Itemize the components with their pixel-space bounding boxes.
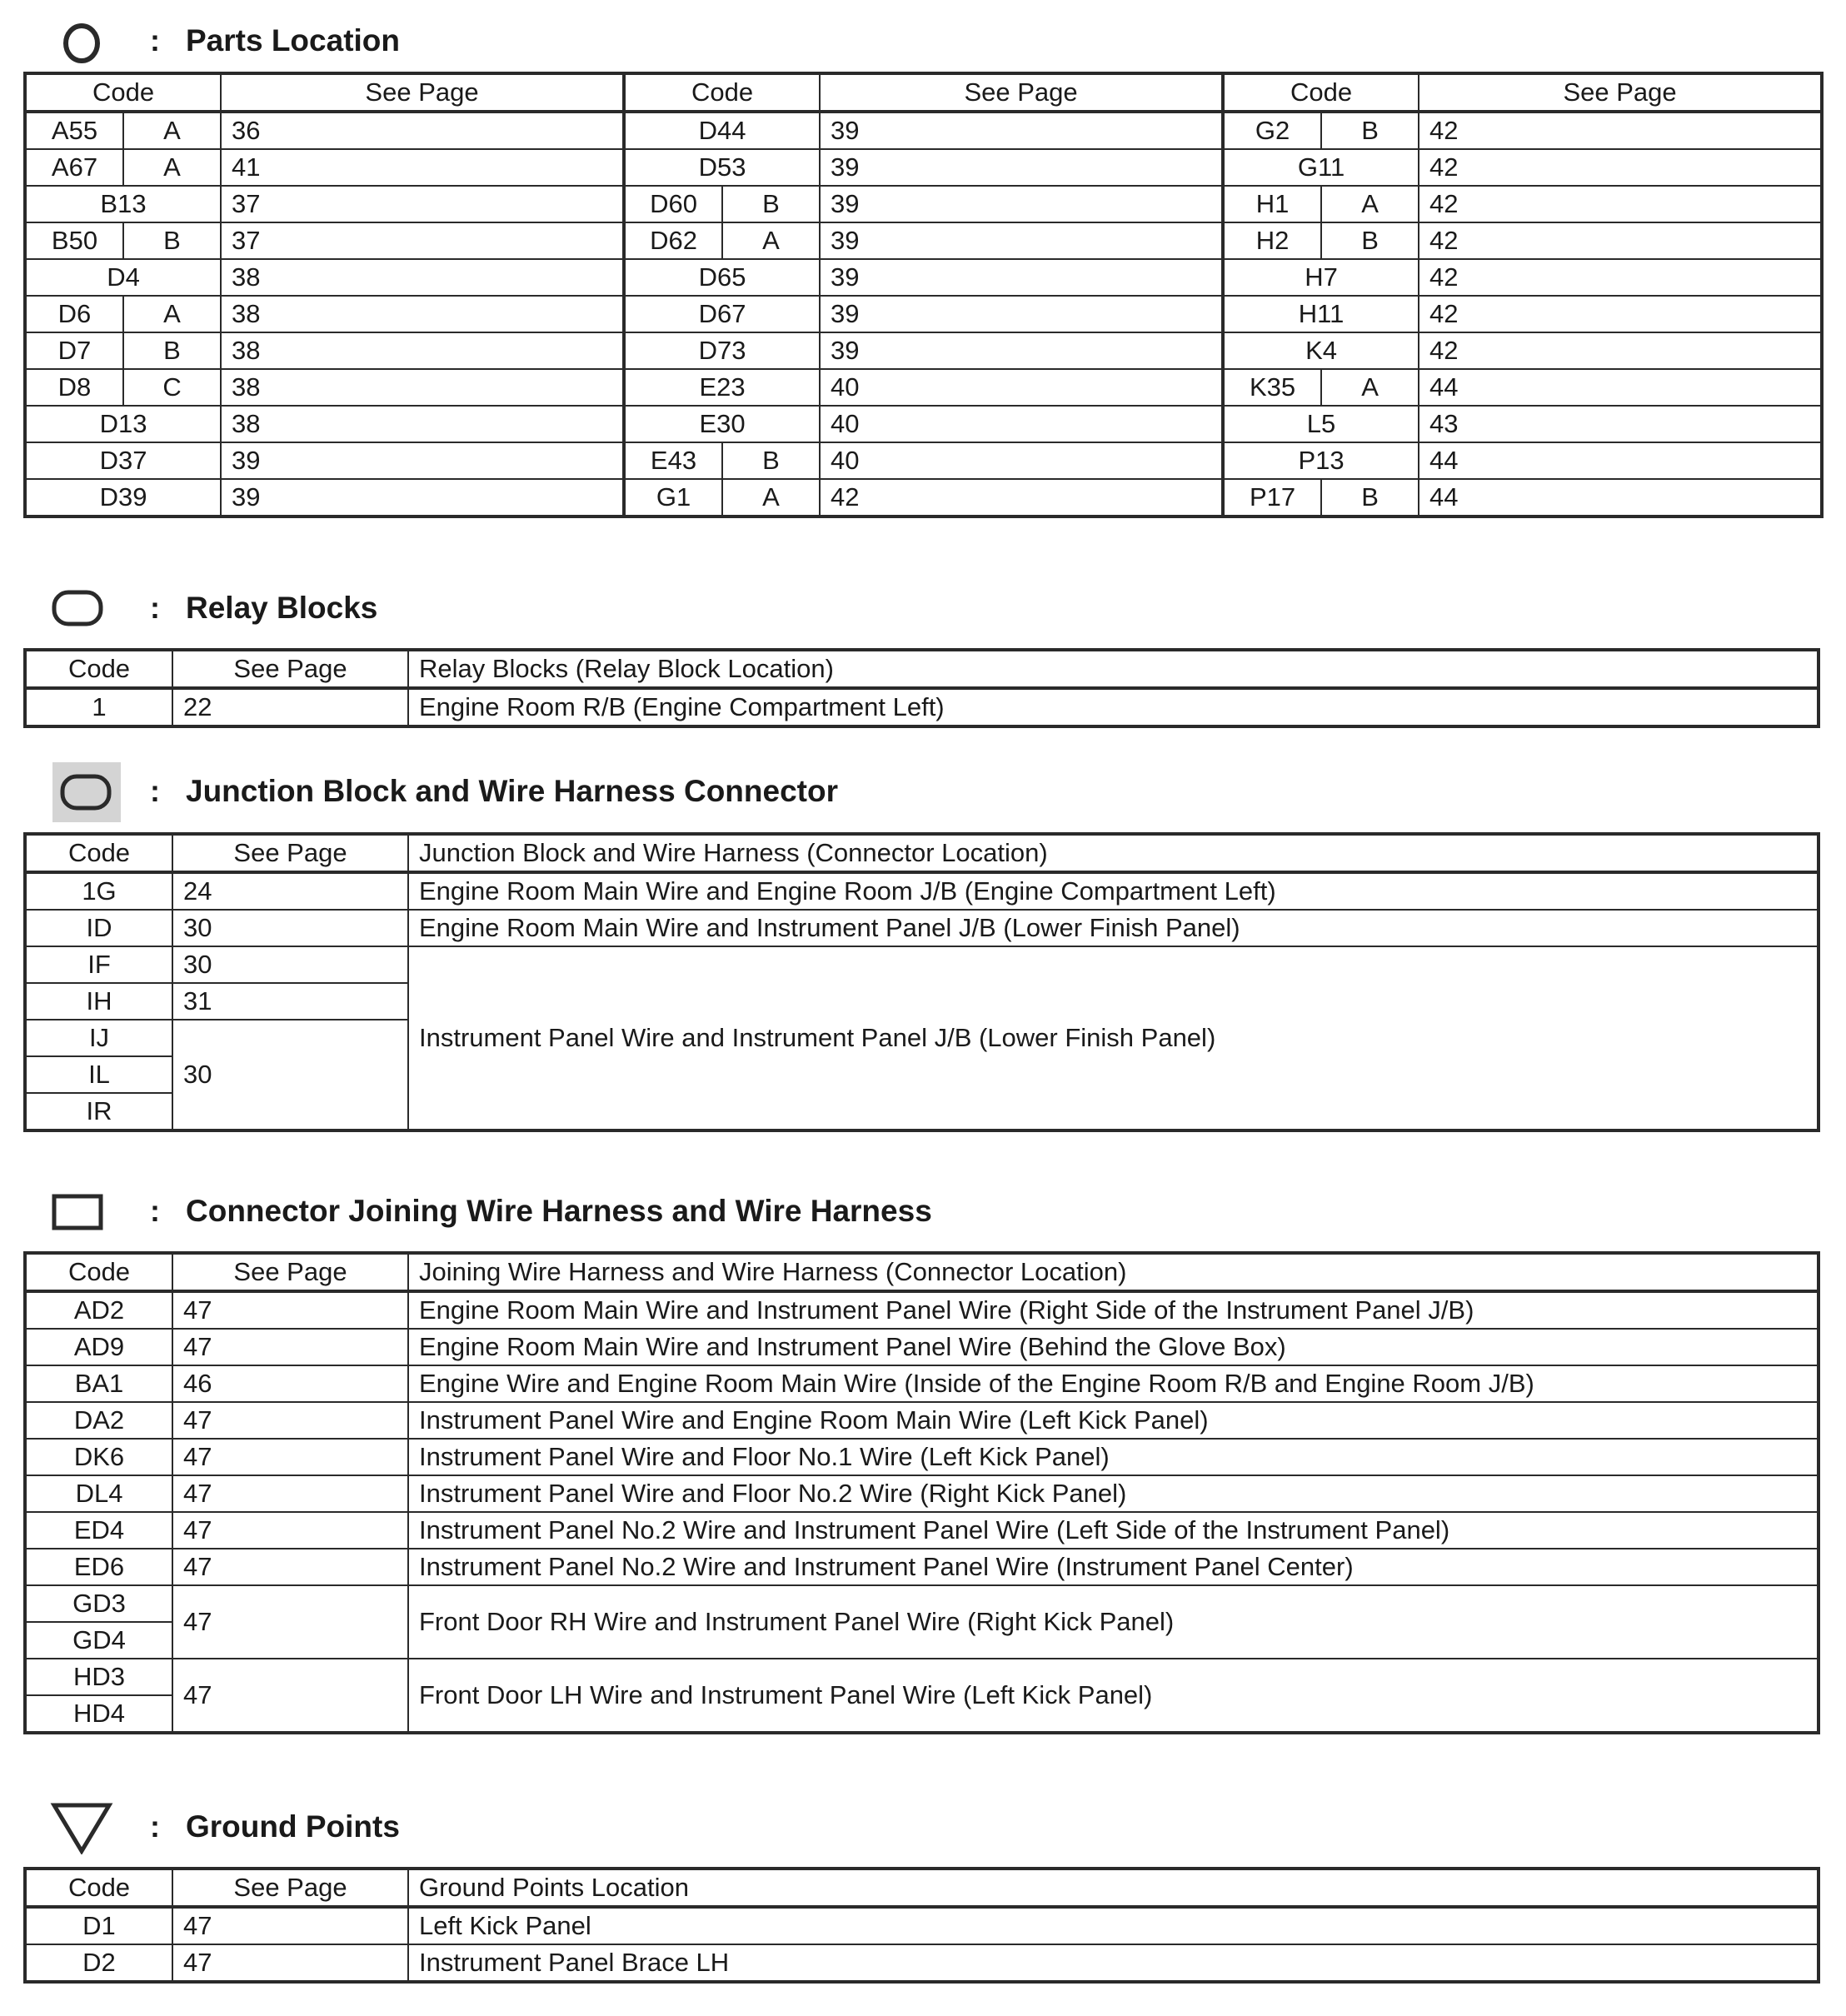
section-header-parts-location bbox=[0, 12, 1846, 70]
table-row bbox=[25, 1329, 1819, 1365]
header-code: Code bbox=[25, 1869, 172, 1907]
see-page-cell: 47 bbox=[172, 1944, 408, 1982]
table-header-row bbox=[25, 73, 1822, 112]
table-row bbox=[25, 222, 1822, 259]
part-code: D13 bbox=[25, 406, 221, 442]
part-code: E23 bbox=[624, 369, 820, 406]
part-see-page: 39 bbox=[221, 442, 624, 479]
see-page-cell: 47 bbox=[172, 1291, 408, 1329]
part-see-page: 37 bbox=[221, 222, 624, 259]
code-cell: ED4 bbox=[25, 1512, 172, 1549]
location-cell: Engine Room Main Wire and Instrument Panel J/B (Lower Finish Panel) bbox=[408, 910, 1819, 946]
see-page-cell: 47 bbox=[172, 1439, 408, 1475]
part-see-page: 42 bbox=[1419, 259, 1822, 296]
part-sub-code: A bbox=[123, 149, 221, 186]
part-see-page: 41 bbox=[221, 149, 624, 186]
section-title: Parts Location bbox=[186, 23, 400, 57]
location-cell: Engine Room R/B (Engine Compartment Left) bbox=[408, 688, 1819, 726]
table-row bbox=[25, 406, 1822, 442]
part-sub-code: A bbox=[722, 479, 820, 516]
table-row bbox=[25, 1291, 1819, 1329]
part-code: E43 bbox=[624, 442, 722, 479]
shaded-rounded-rectangle-icon bbox=[52, 762, 121, 822]
table-row bbox=[25, 1659, 1819, 1695]
section-title: Ground Points bbox=[186, 1809, 400, 1844]
table-row bbox=[25, 688, 1819, 726]
see-page-cell: 30 bbox=[172, 946, 408, 983]
header-code: Code bbox=[1223, 73, 1419, 112]
part-sub-code: C bbox=[123, 369, 221, 406]
code-cell: HD3 bbox=[25, 1659, 172, 1695]
header-code: Code bbox=[25, 834, 172, 872]
table-header-row bbox=[25, 1253, 1819, 1291]
table-row bbox=[25, 149, 1822, 186]
part-see-page: 42 bbox=[1419, 149, 1822, 186]
part-see-page: 38 bbox=[221, 332, 624, 369]
part-code: H1 bbox=[1223, 186, 1321, 222]
parts-location-table bbox=[23, 72, 1824, 518]
code-cell: DK6 bbox=[25, 1439, 172, 1475]
part-see-page: 40 bbox=[820, 442, 1223, 479]
table-row bbox=[25, 1402, 1819, 1439]
part-code: K4 bbox=[1223, 332, 1419, 369]
colon: : bbox=[150, 1194, 160, 1228]
code-cell: GD3 bbox=[25, 1585, 172, 1622]
table-row bbox=[25, 946, 1819, 983]
part-see-page: 44 bbox=[1419, 442, 1822, 479]
see-page-cell: 47 bbox=[172, 1549, 408, 1585]
see-page-cell: 22 bbox=[172, 688, 408, 726]
part-sub-code: A bbox=[1321, 369, 1419, 406]
part-code: D60 bbox=[624, 186, 722, 222]
location-cell: Engine Room Main Wire and Instrument Panel Wire (Behind the Glove Box) bbox=[408, 1329, 1819, 1365]
code-cell: D1 bbox=[25, 1907, 172, 1944]
part-see-page: 38 bbox=[221, 369, 624, 406]
code-cell: GD4 bbox=[25, 1622, 172, 1659]
location-cell: Engine Room Main Wire and Instrument Panel Wire (Right Side of the Instrument Panel J/B) bbox=[408, 1291, 1819, 1329]
part-see-page: 37 bbox=[221, 186, 624, 222]
part-sub-code: A bbox=[1321, 186, 1419, 222]
part-see-page: 39 bbox=[820, 222, 1223, 259]
table-row bbox=[25, 112, 1822, 149]
part-code: L5 bbox=[1223, 406, 1419, 442]
part-see-page: 42 bbox=[820, 479, 1223, 516]
relay-blocks-table bbox=[23, 648, 1820, 728]
table-row bbox=[25, 369, 1822, 406]
code-cell: ID bbox=[25, 910, 172, 946]
location-cell: Instrument Panel Wire and Instrument Panel J/B (Lower Finish Panel) bbox=[408, 946, 1819, 1130]
part-sub-code: A bbox=[123, 296, 221, 332]
header-code: Code bbox=[25, 650, 172, 688]
part-see-page: 42 bbox=[1419, 332, 1822, 369]
code-cell: IH bbox=[25, 983, 172, 1020]
table-header-row bbox=[25, 1869, 1819, 1907]
part-see-page: 39 bbox=[820, 332, 1223, 369]
part-sub-code: B bbox=[1321, 112, 1419, 149]
see-page-cell: 31 bbox=[172, 983, 408, 1020]
ground-points-table bbox=[23, 1867, 1820, 1984]
table-row bbox=[25, 259, 1822, 296]
part-see-page: 36 bbox=[221, 112, 624, 149]
header-location: Joining Wire Harness and Wire Harness (Connector Location) bbox=[408, 1253, 1819, 1291]
code-cell: AD2 bbox=[25, 1291, 172, 1329]
part-code: B13 bbox=[25, 186, 221, 222]
table-row bbox=[25, 1944, 1819, 1982]
part-code: D8 bbox=[25, 369, 123, 406]
location-cell: Left Kick Panel bbox=[408, 1907, 1819, 1944]
location-cell: Front Door RH Wire and Instrument Panel Wire (Right Kick Panel) bbox=[408, 1585, 1819, 1659]
colon: : bbox=[150, 1809, 160, 1844]
triangle-down-icon bbox=[50, 1801, 113, 1854]
part-code: E30 bbox=[624, 406, 820, 442]
header-location: Relay Blocks (Relay Block Location) bbox=[408, 650, 1819, 688]
part-sub-code: B bbox=[1321, 479, 1419, 516]
header-location: Ground Points Location bbox=[408, 1869, 1819, 1907]
table-header-row bbox=[25, 650, 1819, 688]
part-code: D53 bbox=[624, 149, 820, 186]
table-row bbox=[25, 186, 1822, 222]
code-cell: IF bbox=[25, 946, 172, 983]
part-sub-code: B bbox=[123, 332, 221, 369]
header-see-page: See Page bbox=[221, 73, 624, 112]
header-see-page: See Page bbox=[172, 834, 408, 872]
section-header-ground-points bbox=[0, 1798, 1846, 1856]
part-see-page: 44 bbox=[1419, 369, 1822, 406]
part-code: D62 bbox=[624, 222, 722, 259]
rounded-rectangle-icon bbox=[52, 589, 105, 627]
code-cell: IR bbox=[25, 1093, 172, 1130]
code-cell: BA1 bbox=[25, 1365, 172, 1402]
part-code: D39 bbox=[25, 479, 221, 516]
section-title: Connector Joining Wire Harness and Wire Harness bbox=[186, 1194, 932, 1228]
part-code: A67 bbox=[25, 149, 123, 186]
header-code: Code bbox=[624, 73, 820, 112]
location-cell: Instrument Panel Brace LH bbox=[408, 1944, 1819, 1982]
rectangle-icon bbox=[52, 1194, 103, 1230]
part-see-page: 39 bbox=[820, 112, 1223, 149]
part-code: B50 bbox=[25, 222, 123, 259]
part-see-page: 38 bbox=[221, 406, 624, 442]
code-cell: IJ bbox=[25, 1020, 172, 1056]
part-code: D4 bbox=[25, 259, 221, 296]
part-sub-code: B bbox=[722, 442, 820, 479]
part-see-page: 39 bbox=[221, 479, 624, 516]
table-row bbox=[25, 1585, 1819, 1622]
part-code: D6 bbox=[25, 296, 123, 332]
part-code: G11 bbox=[1223, 149, 1419, 186]
see-page-cell: 47 bbox=[172, 1659, 408, 1733]
code-cell: DA2 bbox=[25, 1402, 172, 1439]
part-code: D67 bbox=[624, 296, 820, 332]
location-cell: Engine Room Main Wire and Engine Room J/B (Engine Compartment Left) bbox=[408, 872, 1819, 910]
section-header-junction-block bbox=[0, 762, 1846, 821]
part-see-page: 39 bbox=[820, 296, 1223, 332]
part-code: D65 bbox=[624, 259, 820, 296]
part-see-page: 38 bbox=[221, 259, 624, 296]
location-cell: Front Door LH Wire and Instrument Panel Wire (Left Kick Panel) bbox=[408, 1659, 1819, 1733]
section-title: Junction Block and Wire Harness Connector bbox=[186, 774, 838, 808]
colon: : bbox=[150, 774, 160, 808]
table-row bbox=[25, 296, 1822, 332]
see-page-cell: 47 bbox=[172, 1329, 408, 1365]
code-cell: AD9 bbox=[25, 1329, 172, 1365]
table-row bbox=[25, 1475, 1819, 1512]
part-code: A55 bbox=[25, 112, 123, 149]
part-see-page: 39 bbox=[820, 259, 1223, 296]
header-see-page: See Page bbox=[1419, 73, 1822, 112]
junction-block-table bbox=[23, 832, 1820, 1132]
code-cell: DL4 bbox=[25, 1475, 172, 1512]
table-row bbox=[25, 1439, 1819, 1475]
part-see-page: 39 bbox=[820, 149, 1223, 186]
table-row bbox=[25, 479, 1822, 516]
code-cell: IL bbox=[25, 1056, 172, 1093]
section-header-connector-joining bbox=[0, 1182, 1846, 1240]
part-code: G2 bbox=[1223, 112, 1321, 149]
part-code: D7 bbox=[25, 332, 123, 369]
part-code: P13 bbox=[1223, 442, 1419, 479]
part-sub-code: A bbox=[722, 222, 820, 259]
part-see-page: 38 bbox=[221, 296, 624, 332]
location-cell: Instrument Panel Wire and Floor No.1 Wire (Left Kick Panel) bbox=[408, 1439, 1819, 1475]
code-cell: ED6 bbox=[25, 1549, 172, 1585]
table-row bbox=[25, 872, 1819, 910]
table-row bbox=[25, 1512, 1819, 1549]
table-row bbox=[25, 1365, 1819, 1402]
location-cell: Instrument Panel Wire and Engine Room Main Wire (Left Kick Panel) bbox=[408, 1402, 1819, 1439]
header-code: Code bbox=[25, 1253, 172, 1291]
part-code: H11 bbox=[1223, 296, 1419, 332]
part-code: P17 bbox=[1223, 479, 1321, 516]
part-code: D37 bbox=[25, 442, 221, 479]
part-see-page: 39 bbox=[820, 186, 1223, 222]
header-location: Junction Block and Wire Harness (Connector Location) bbox=[408, 834, 1819, 872]
table-header-row bbox=[25, 834, 1819, 872]
part-sub-code: B bbox=[1321, 222, 1419, 259]
part-see-page: 42 bbox=[1419, 186, 1822, 222]
connector-joining-table bbox=[23, 1251, 1820, 1734]
section-header-relay-blocks bbox=[0, 579, 1846, 637]
part-see-page: 40 bbox=[820, 369, 1223, 406]
location-cell: Engine Wire and Engine Room Main Wire (Inside of the Engine Room R/B and Engine Room J/B) bbox=[408, 1365, 1819, 1402]
part-code: H2 bbox=[1223, 222, 1321, 259]
part-see-page: 40 bbox=[820, 406, 1223, 442]
location-cell: Instrument Panel No.2 Wire and Instrument Panel Wire (Left Side of the Instrument Panel) bbox=[408, 1512, 1819, 1549]
see-page-cell: 47 bbox=[172, 1475, 408, 1512]
table-row bbox=[25, 1907, 1819, 1944]
see-page-cell: 47 bbox=[172, 1512, 408, 1549]
part-code: D73 bbox=[624, 332, 820, 369]
part-sub-code: B bbox=[722, 186, 820, 222]
header-see-page: See Page bbox=[172, 650, 408, 688]
see-page-cell: 30 bbox=[172, 1020, 408, 1130]
header-see-page: See Page bbox=[820, 73, 1223, 112]
part-sub-code: B bbox=[123, 222, 221, 259]
section-title: Relay Blocks bbox=[186, 591, 378, 625]
code-cell: HD4 bbox=[25, 1695, 172, 1733]
code-cell: 1G bbox=[25, 872, 172, 910]
see-page-cell: 24 bbox=[172, 872, 408, 910]
part-see-page: 43 bbox=[1419, 406, 1822, 442]
see-page-cell: 30 bbox=[172, 910, 408, 946]
part-see-page: 42 bbox=[1419, 222, 1822, 259]
part-sub-code: A bbox=[123, 112, 221, 149]
table-row bbox=[25, 332, 1822, 369]
code-cell: 1 bbox=[25, 688, 172, 726]
table-row bbox=[25, 910, 1819, 946]
part-see-page: 44 bbox=[1419, 479, 1822, 516]
part-see-page: 42 bbox=[1419, 296, 1822, 332]
code-cell: D2 bbox=[25, 1944, 172, 1982]
header-see-page: See Page bbox=[172, 1869, 408, 1907]
colon: : bbox=[150, 23, 160, 57]
see-page-cell: 47 bbox=[172, 1907, 408, 1944]
colon: : bbox=[150, 591, 160, 625]
table-row bbox=[25, 1549, 1819, 1585]
circle-icon bbox=[62, 22, 102, 65]
table-row bbox=[25, 442, 1822, 479]
see-page-cell: 47 bbox=[172, 1585, 408, 1659]
see-page-cell: 47 bbox=[172, 1402, 408, 1439]
part-code: G1 bbox=[624, 479, 722, 516]
part-code: D44 bbox=[624, 112, 820, 149]
location-cell: Instrument Panel No.2 Wire and Instrument Panel Wire (Instrument Panel Center) bbox=[408, 1549, 1819, 1585]
part-see-page: 42 bbox=[1419, 112, 1822, 149]
header-see-page: See Page bbox=[172, 1253, 408, 1291]
location-cell: Instrument Panel Wire and Floor No.2 Wire (Right Kick Panel) bbox=[408, 1475, 1819, 1512]
part-code: H7 bbox=[1223, 259, 1419, 296]
part-code: K35 bbox=[1223, 369, 1321, 406]
see-page-cell: 46 bbox=[172, 1365, 408, 1402]
header-code: Code bbox=[25, 73, 221, 112]
